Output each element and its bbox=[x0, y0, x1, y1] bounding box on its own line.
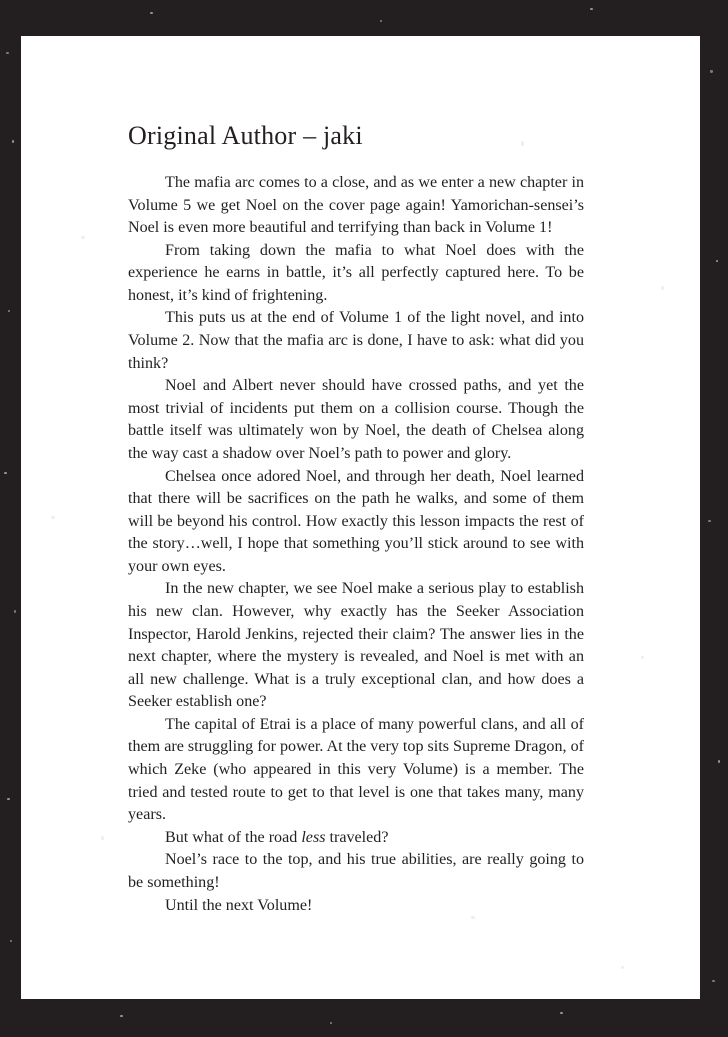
border-speck bbox=[718, 760, 720, 763]
paragraph-7: The capital of Etrai is a place of many powerful clans, and all of them are struggling for power. At the very top sits Supreme Dragon, of which Zeke (who appeared in this very Volume) is a member. The tried and tested route to get to that level is one that takes many, many years. bbox=[128, 715, 584, 824]
paper-speck bbox=[521, 141, 524, 146]
paragraph-4: Noel and Albert never should have crossed paths, and yet the most trivial of incidents put them on a collision course. Though the battle itself was ultimately won by Noel, the death of Chelsea along the way cast a shadow over Noel’s path to power and glory. bbox=[128, 377, 584, 462]
paragraph-10: Until the next Volume! bbox=[165, 896, 313, 914]
paper-speck bbox=[81, 236, 85, 239]
paragraph-1: The mafia arc comes to a close, and as we enter a new chapter in Volume 5 we get Noel on the cover page again! Yamorichan-sensei’s Noel is even more beautiful and terrifying than back in Volume 1! bbox=[128, 174, 584, 237]
border-speck bbox=[14, 610, 16, 613]
afterword-body bbox=[128, 172, 584, 917]
border-speck bbox=[8, 310, 10, 312]
border-speck bbox=[4, 472, 7, 474]
paper-speck bbox=[51, 516, 55, 519]
border-speck bbox=[120, 1015, 123, 1017]
border-speck bbox=[330, 1022, 332, 1024]
paper-speck bbox=[101, 836, 104, 840]
paragraph-3: This puts us at the end of Volume 1 of the light novel, and into Volume 2. Now that the mafia arc is done, I have to ask: what did you think? bbox=[128, 309, 584, 372]
border-speck bbox=[708, 520, 711, 522]
border-speck bbox=[380, 20, 382, 22]
paragraph-8-end: traveled? bbox=[325, 828, 389, 846]
paper-speck bbox=[621, 966, 624, 969]
border-speck bbox=[560, 1012, 563, 1014]
paragraph-6: In the new chapter, we see Noel make a serious play to establish his new clan. However, why exactly has the Seeker Association Inspector, Harold Jenkins, rejected their claim? The answer lies in the next chapter, where the mystery is revealed, and Noel is met with an all new challenge. What is a truly exceptional clan, and how does a Seeker establish one? bbox=[128, 580, 584, 711]
border-speck bbox=[710, 70, 713, 73]
border-speck bbox=[590, 8, 593, 10]
paragraph-5: Chelsea once adored Noel, and through her death, Noel learned that there will be sacrifices on the path he walks, and some of them will be beyond his control. How exactly this lesson impacts the rest of the story…well, I hope that something you’ll stick around to see with your own eyes. bbox=[128, 467, 584, 575]
paper-speck bbox=[641, 656, 644, 659]
border-speck bbox=[10, 940, 12, 942]
border-speck bbox=[716, 260, 718, 262]
afterword-heading: Original Author – jaki bbox=[128, 121, 363, 150]
paragraph-9: Noel’s race to the top, and his true abilities, are really going to be something! bbox=[128, 851, 584, 891]
border-speck bbox=[7, 798, 10, 800]
paragraph-2: From taking down the mafia to what Noel does with the experience he earns in battle, it’s all perfectly captured here. To be honest, it’s kind of frightening. bbox=[128, 241, 584, 304]
border-speck bbox=[712, 980, 715, 982]
paragraph-8-start: But what of the road bbox=[165, 828, 302, 846]
border-speck bbox=[12, 140, 14, 143]
border-speck bbox=[6, 52, 9, 54]
paper-speck bbox=[661, 286, 664, 290]
border-speck bbox=[150, 12, 153, 14]
paragraph-8-italic: less bbox=[301, 828, 326, 846]
paragraph-8 bbox=[128, 827, 584, 850]
